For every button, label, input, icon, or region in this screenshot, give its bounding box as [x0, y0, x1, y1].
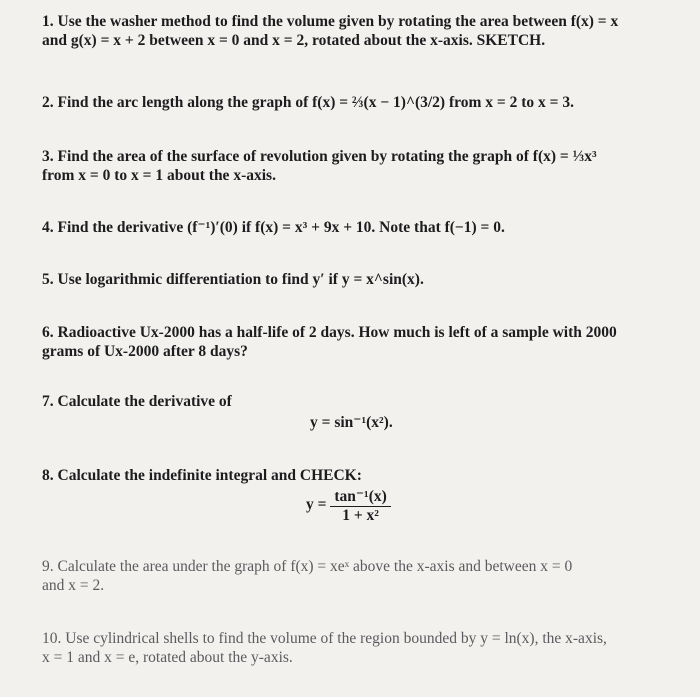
problem-9	[42, 557, 682, 595]
problem-1	[42, 12, 682, 50]
problem-2	[42, 93, 682, 112]
problem-9-line-1: 9. Calculate the area under the graph of f(x) = xeˣ above the x-axis and between x = 0	[42, 558, 573, 575]
problem-4	[42, 218, 682, 237]
problem-6-line-1: 6. Radioactive Ux-2000 has a half-life of 2 days. How much is left of a sample with 2000	[42, 324, 617, 341]
problem-6	[42, 323, 682, 361]
problem-7-formula: y = sin⁻¹(x²).	[310, 414, 393, 431]
problem-1-line-2: and g(x) = x + 2 between x = 0 and x = 2, rotated about the x-axis. SKETCH.	[42, 32, 546, 49]
problem-10	[42, 629, 682, 667]
problem-7-line-1: 7. Calculate the derivative of	[42, 393, 232, 410]
problem-8-numerator: tan⁻¹(x)	[330, 486, 390, 507]
problem-10-line-1: 10. Use cylindrical shells to find the volume of the region bounded by y = ln(x), the x-axis,	[42, 630, 607, 647]
problem-3	[42, 147, 682, 185]
problem-8-formula-lhs: y =	[306, 496, 327, 514]
problem-1-line-1: 1. Use the washer method to find the volume given by rotating the area between f(x) = x	[42, 13, 619, 30]
problem-8	[42, 466, 682, 485]
problem-10-line-2: x = 1 and x = e, rotated about the y-axis.	[42, 649, 293, 666]
problem-8-denominator: 1 + x²	[342, 507, 379, 524]
problem-5-line-1: 5. Use logarithmic differentiation to find y′ if y = x^sin(x).	[42, 271, 424, 288]
problem-9-line-2: and x = 2.	[42, 577, 105, 594]
problem-8-fraction	[330, 486, 390, 525]
problem-6-line-2: grams of Ux-2000 after 8 days?	[42, 343, 248, 360]
problem-3-line-2: from x = 0 to x = 1 about the x-axis.	[42, 167, 276, 184]
problem-3-line-1: 3. Find the area of the surface of revolution given by rotating the graph of f(x) = ⅓x³	[42, 148, 597, 165]
problem-8-formula	[306, 486, 391, 525]
problem-7	[42, 392, 682, 411]
problem-5	[42, 270, 682, 289]
problem-8-line-1: 8. Calculate the indefinite integral and CHECK:	[42, 467, 362, 484]
problem-2-line-1: 2. Find the arc length along the graph of f(x) = ⅔(x − 1)^(3/2) from x = 2 to x = 3.	[42, 94, 574, 111]
problem-4-line-1: 4. Find the derivative (f⁻¹)′(0) if f(x) = x³ + 9x + 10. Note that f(−1) = 0.	[42, 219, 505, 236]
